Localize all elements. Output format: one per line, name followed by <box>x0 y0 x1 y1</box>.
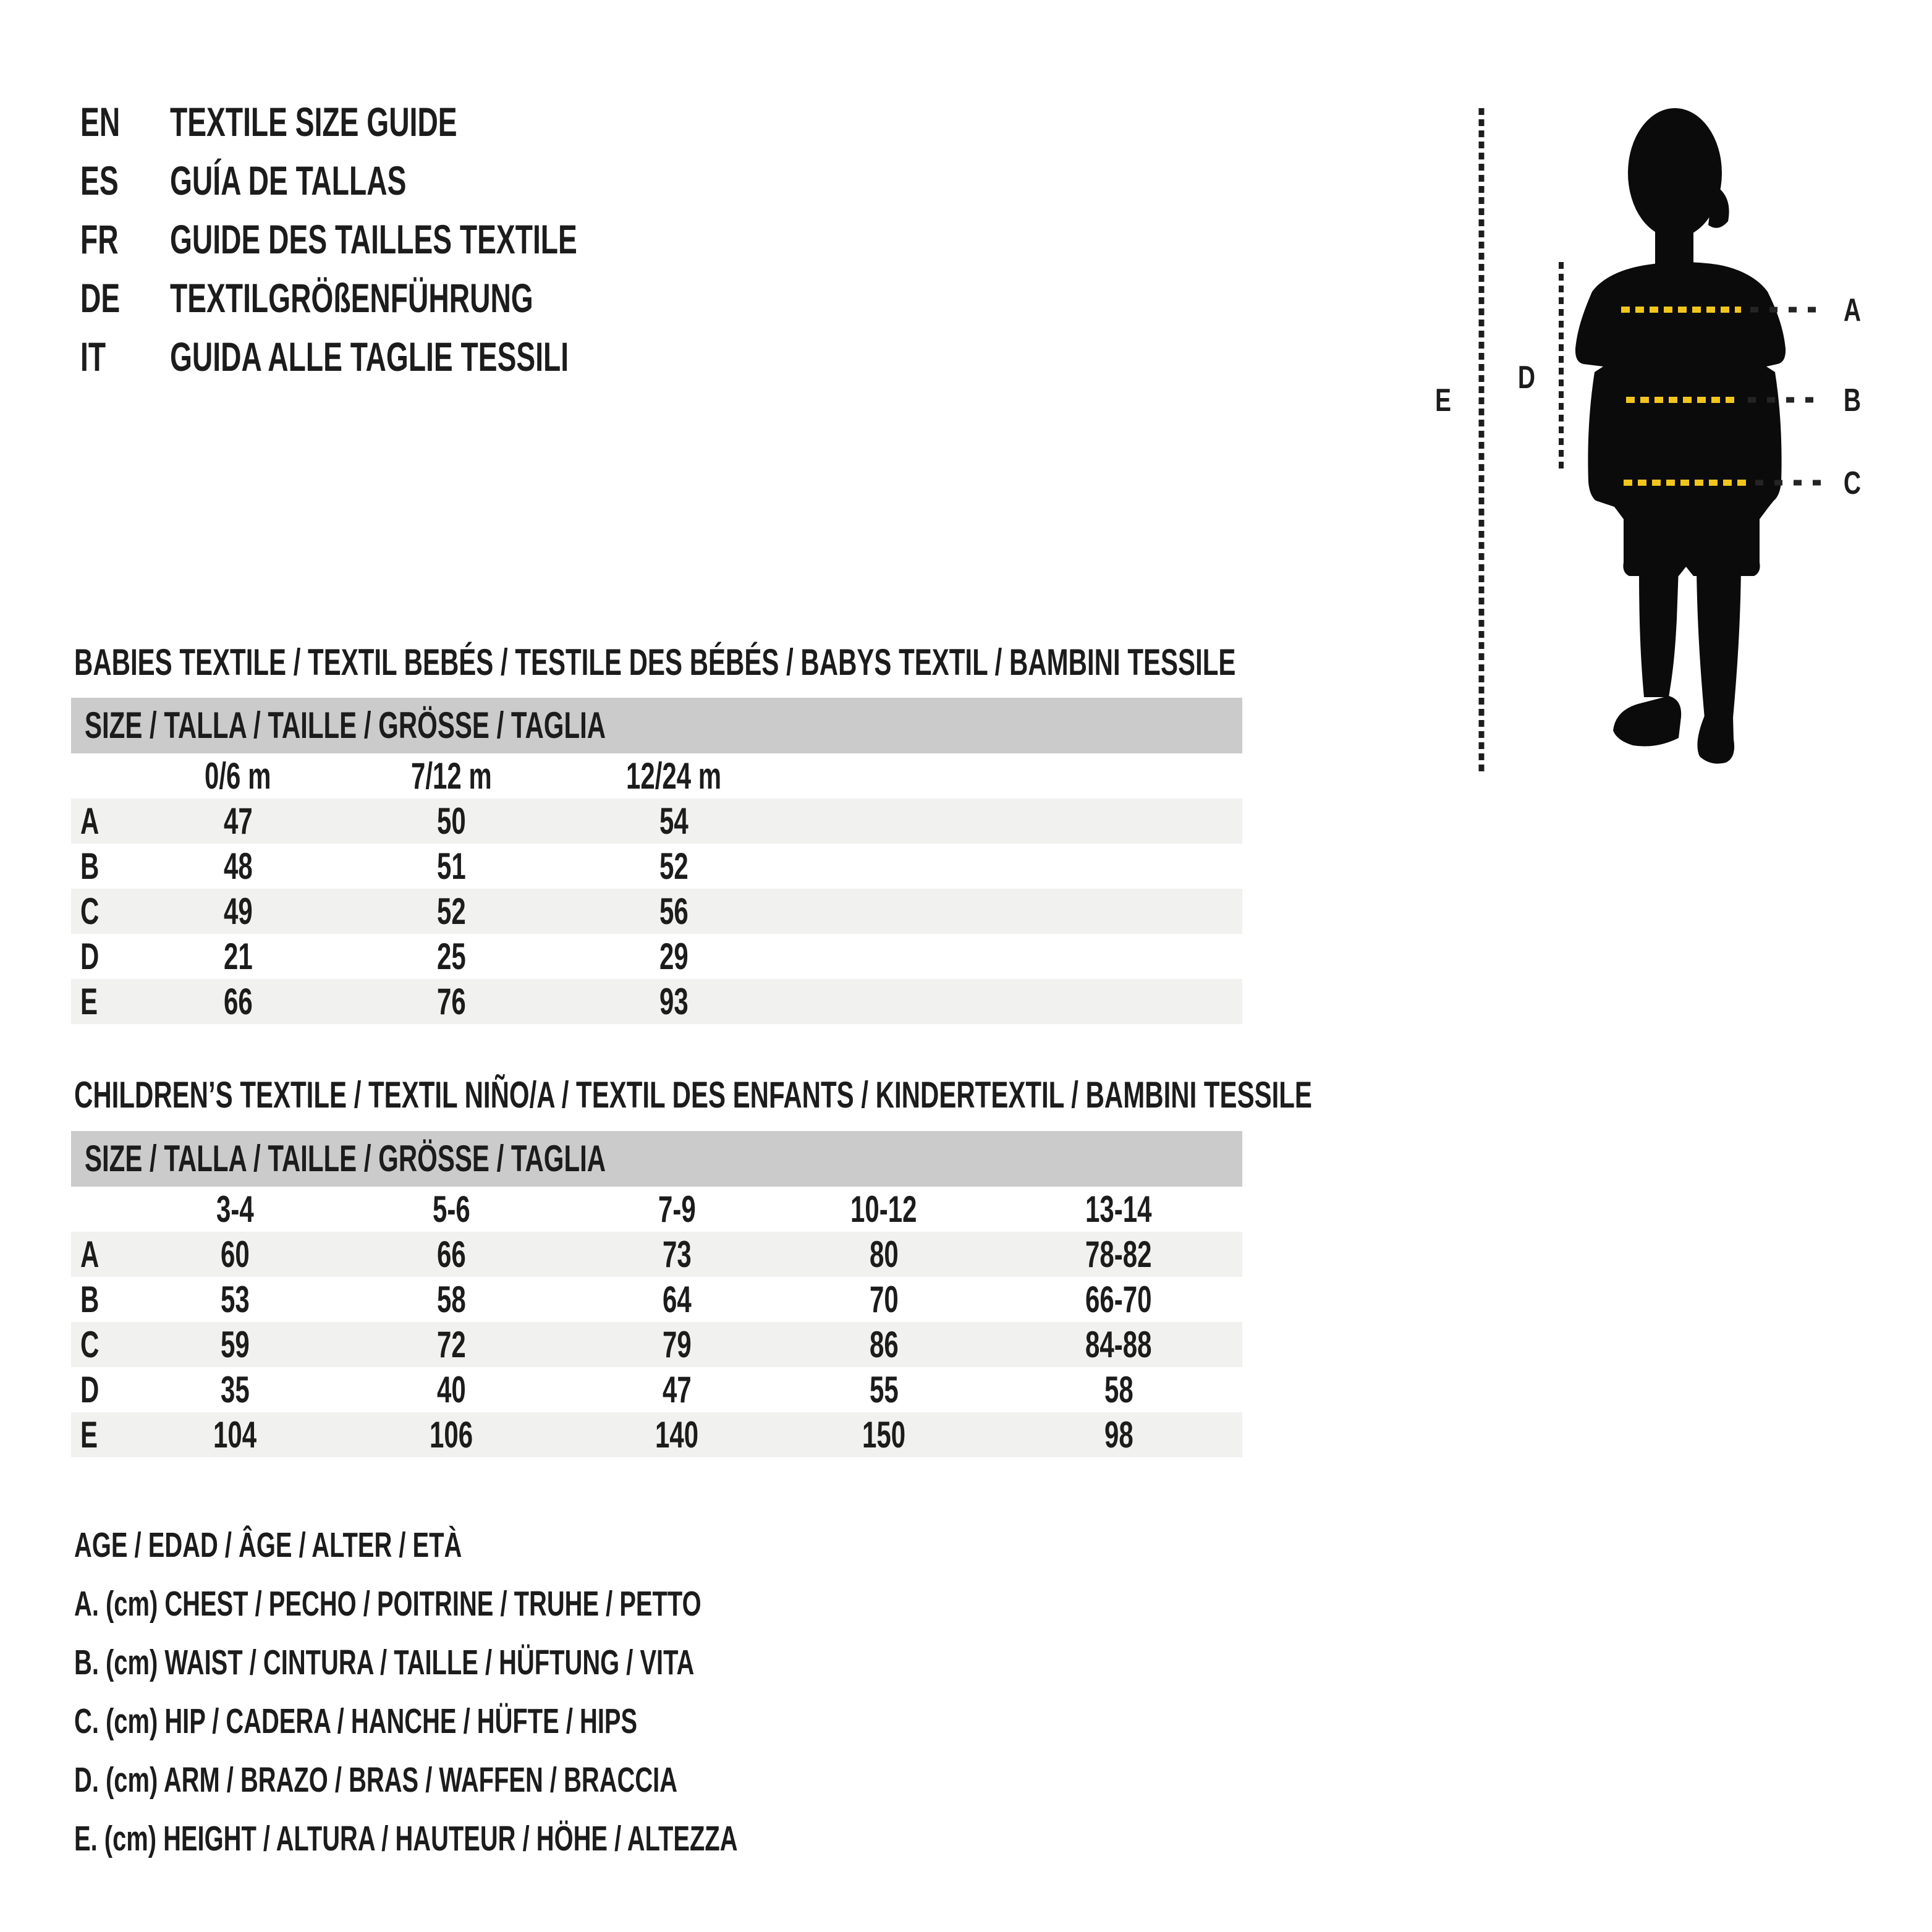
value: 50 <box>436 800 466 842</box>
value: 73 <box>662 1234 692 1275</box>
value: 84-88 <box>1085 1324 1152 1365</box>
legend-arm: D. (cm) ARM / BRAZO / BRAS / WAFFEN / BRACCIA <box>74 1760 678 1800</box>
value: 25 <box>436 936 466 977</box>
row-label: C <box>80 891 100 932</box>
value: 53 <box>220 1279 250 1320</box>
value: 52 <box>659 845 688 887</box>
value: 48 <box>223 845 253 887</box>
value: 55 <box>869 1369 899 1410</box>
lang-code-es: ES <box>80 158 119 203</box>
figure-label-d: D <box>1517 358 1536 396</box>
value: 40 <box>436 1369 466 1410</box>
value: 59 <box>220 1324 250 1365</box>
silhouette-head <box>1628 108 1722 238</box>
row-label: D <box>80 1369 100 1410</box>
silhouette-right-shoe <box>1697 713 1734 764</box>
value: 150 <box>862 1414 906 1455</box>
value: 35 <box>220 1369 250 1410</box>
babies-row-c <box>71 889 1242 934</box>
value: 47 <box>223 800 253 842</box>
babies-size-header-bar: SIZE / TALLA / TAILLE / GRÖSSE / TAGLIA <box>71 698 1242 753</box>
value: 64 <box>662 1279 692 1320</box>
value: 51 <box>436 845 466 887</box>
children-row-d <box>71 1367 1242 1412</box>
lang-code-it: IT <box>80 334 106 379</box>
value: 140 <box>655 1414 699 1455</box>
figure-label-a: A <box>1843 291 1862 328</box>
silhouette-left-shoe <box>1613 696 1681 747</box>
value: 86 <box>869 1324 899 1365</box>
children-col-7-9: 7-9 <box>658 1188 696 1230</box>
children-row-b <box>71 1277 1242 1322</box>
legend-chest: A. (cm) CHEST / PECHO / POITRINE / TRUHE / PETTO <box>74 1584 701 1624</box>
value: 58 <box>436 1279 466 1320</box>
value: 66 <box>223 981 253 1022</box>
legend-height: E. (cm) HEIGHT / ALTURA / HAUTEUR / HÖHE / ALTEZZA <box>74 1819 738 1858</box>
value: 80 <box>869 1234 899 1275</box>
babies-table <box>71 698 1242 1024</box>
children-row-e <box>71 1412 1242 1457</box>
value: 49 <box>223 891 253 932</box>
value: 60 <box>220 1234 250 1275</box>
legend-hip: C. (cm) HIP / CADERA / HANCHE / HÜFTE / HIPS <box>74 1701 638 1741</box>
children-section-title: CHILDREN’S TEXTILE / TEXTIL NIÑO/A / TEXTIL DES ENFANTS / KINDERTEXTIL / BAMBINI TESSILE <box>74 1074 1312 1116</box>
lang-title-fr: GUIDE DES TAILLES TEXTILE <box>170 216 577 262</box>
value: 66-70 <box>1085 1279 1152 1320</box>
lang-code-fr: FR <box>80 216 119 262</box>
value: 93 <box>659 981 688 1022</box>
children-col-3-4: 3-4 <box>216 1188 254 1230</box>
legend-waist: B. (cm) WAIST / CINTURA / TAILLE / HÜFTUNG / VITA <box>74 1643 695 1682</box>
children-col-10-12: 10-12 <box>850 1188 917 1230</box>
babies-row-a <box>71 799 1242 844</box>
row-label: E <box>80 1414 98 1455</box>
lang-code-de: DE <box>80 275 121 321</box>
value: 78-82 <box>1085 1234 1152 1275</box>
row-label: B <box>80 845 100 887</box>
babies-row-e <box>71 979 1242 1024</box>
value: 66 <box>436 1234 466 1275</box>
value: 56 <box>659 891 688 932</box>
value: 70 <box>869 1279 899 1320</box>
value: 104 <box>213 1414 257 1455</box>
children-column-header-row <box>71 1187 1242 1232</box>
value: 58 <box>1104 1369 1133 1410</box>
babies-row-b <box>71 844 1242 889</box>
value: 47 <box>662 1369 692 1410</box>
babies-column-header-row <box>71 753 1242 799</box>
value: 21 <box>223 936 253 977</box>
babies-col-12-24m: 12/24 m <box>625 755 722 797</box>
figure-label-c: C <box>1843 464 1862 501</box>
value: 79 <box>662 1324 692 1365</box>
lang-title-de: TEXTILGRÖßENFÜHRUNG <box>170 275 533 321</box>
figure-label-b: B <box>1843 381 1862 418</box>
figure-label-e: E <box>1434 381 1452 418</box>
lang-title-es: GUÍA DE TALLAS <box>170 158 407 203</box>
children-col-5-6: 5-6 <box>432 1188 470 1230</box>
children-size-header-bar: SIZE / TALLA / TAILLE / GRÖSSE / TAGLIA <box>71 1131 1242 1187</box>
measurement-figure <box>1409 87 1932 803</box>
value: 29 <box>659 936 688 977</box>
value: 52 <box>436 891 466 932</box>
value: 106 <box>429 1414 473 1455</box>
babies-col-7-12m: 7/12 m <box>410 755 492 797</box>
children-table <box>71 1131 1242 1457</box>
babies-row-d <box>71 934 1242 979</box>
lang-title-en: TEXTILE SIZE GUIDE <box>170 99 457 145</box>
row-label: D <box>80 936 100 977</box>
children-row-c <box>71 1322 1242 1367</box>
children-row-a <box>71 1232 1242 1277</box>
babies-col-0-6m: 0/6 m <box>205 755 271 797</box>
legend-age: AGE / EDAD / ÂGE / ALTER / ETÀ <box>74 1525 462 1565</box>
lang-title-it: GUIDA ALLE TAGLIE TESSILI <box>170 334 569 379</box>
value: 76 <box>436 981 466 1022</box>
row-label: A <box>80 1234 100 1275</box>
row-label: C <box>80 1324 100 1365</box>
lang-code-en: EN <box>80 99 121 145</box>
row-label: B <box>80 1279 100 1320</box>
babies-section-title: BABIES TEXTILE / TEXTIL BEBÉS / TESTILE DES BÉBÉS / BABYS TEXTIL / BAMBINI TESSILE <box>74 642 1236 683</box>
child-silhouette-diagram <box>1409 87 1932 803</box>
value: 72 <box>436 1324 466 1365</box>
value: 54 <box>659 800 688 842</box>
children-col-13-14: 13-14 <box>1085 1188 1152 1230</box>
value: 98 <box>1104 1414 1133 1455</box>
row-label: E <box>80 981 98 1022</box>
row-label: A <box>80 800 100 842</box>
